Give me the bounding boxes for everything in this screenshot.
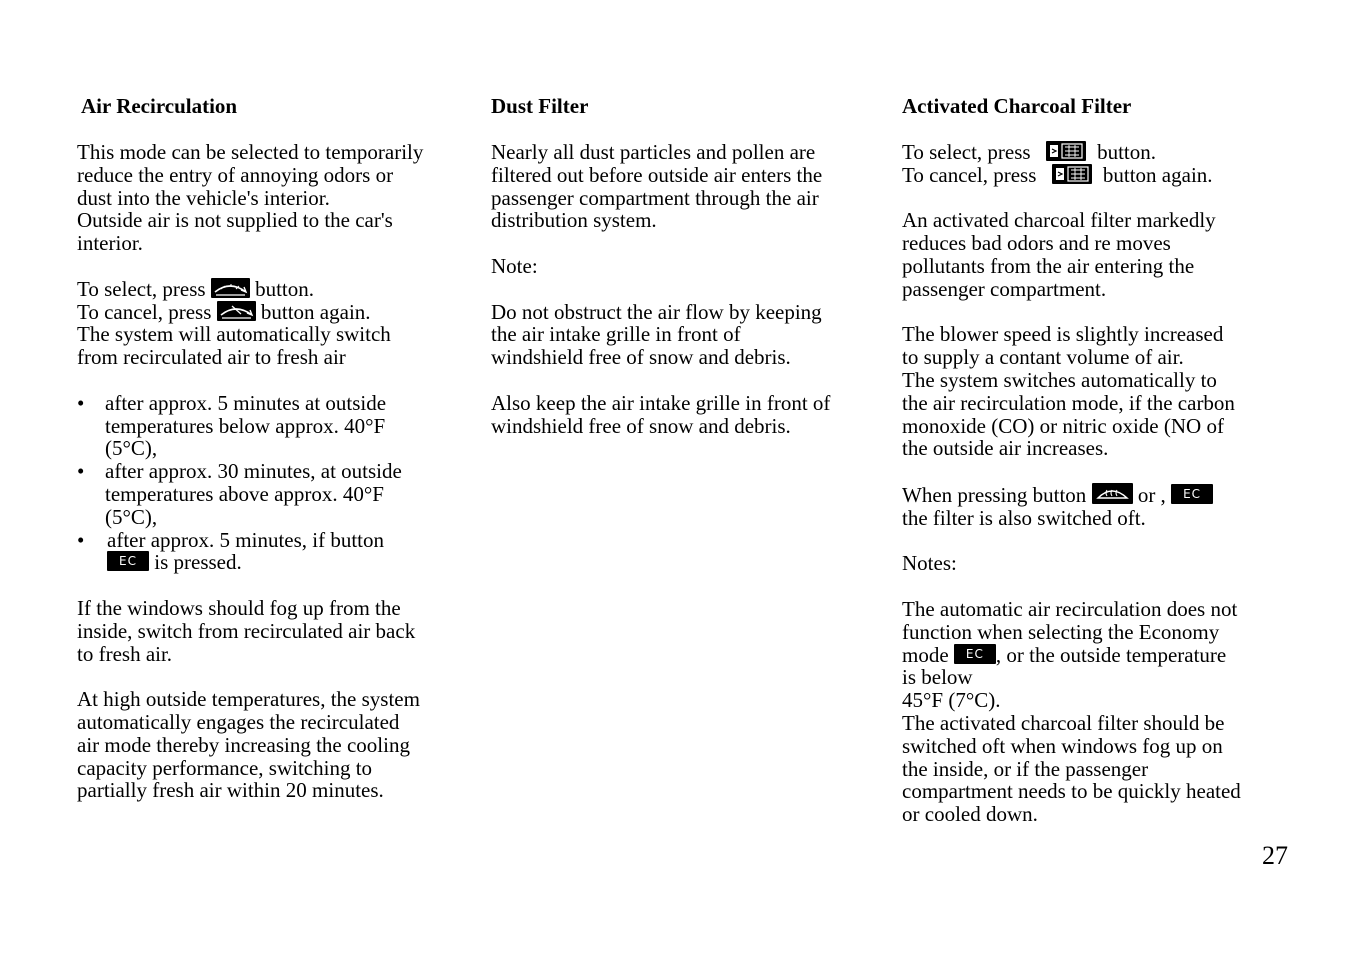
recirculation-conditions-list xyxy=(77,392,462,574)
high-temperature-note: At high outside temperatures, the system automatically engages the recirculated air mode thereby increasing the cooling capacity performance, switching to partially fresh air within 20 minutes. xyxy=(77,687,420,803)
economy-ec-icon: EC xyxy=(107,551,149,571)
section-title-dust-filter: Dust Filter xyxy=(491,94,589,118)
defrost-icon xyxy=(1092,483,1133,504)
page-number: 27 xyxy=(1262,841,1288,870)
charcoal-switch-off-note: When pressing button or , EC the filter is also switched oft. xyxy=(902,483,1282,530)
economy-ec-icon: EC xyxy=(954,644,996,664)
dust-filter-note-2: Also keep the air intake grille in front of windshield free of snow and debris. xyxy=(491,390,831,438)
recirculation-instructions: To select, press button. To cancel, press button again. The system will automatically switch from recirculated air to fresh air xyxy=(77,276,391,370)
list-item: • after approx. 30 minutes, at outside temperatures above approx. 40°F (5°C), xyxy=(77,460,462,528)
charcoal-blower-note: The blower speed is slightly increased to supply a contant volume of air. The system switches automatically to the air recirculation mode, if the carbon monoxide (CO) or nitric oxide (NO of the outside air increases. xyxy=(902,322,1235,461)
dust-filter-note-1: Do not obstruct the air flow by keeping the air intake grille in front of windshield free of snow and debris. xyxy=(491,299,822,370)
dust-filter-description: Nearly all dust particles and pollen are filtered out before outside air enters the passenger compartment through the air distribution system. xyxy=(491,140,823,233)
dust-filter-note-label: Note: xyxy=(491,253,538,278)
charcoal-notes-label: Notes: xyxy=(902,551,957,576)
charcoal-instructions: To select, press button. To cancel, press button again. xyxy=(902,140,1213,187)
charcoal-notes-body: The automatic air recirculation does not function when selecting the Economy mode EC , or the outside temperature is below 45°F (7°C). The activated charcoal filter should be switched oft when windows fog up on the inside, or if the passenger compartment needs to be quickly heated or cooled down. xyxy=(902,596,1241,827)
charcoal-filter-icon xyxy=(1052,164,1092,184)
list-item: • after approx. 5 minutes at outside temperatures below approx. 40°F (5°C), xyxy=(77,392,462,460)
charcoal-description: An activated charcoal filter markedly reduces bad odors and re moves pollutants from the air entering the passenger compartment. xyxy=(902,208,1216,301)
economy-ec-icon: EC xyxy=(1171,484,1213,504)
recirculation-intro: This mode can be selected to temporarily reduce the entry of annoying odors or dust into the vehicle's interior. Outside air is not supplied to the car's interior. xyxy=(77,140,424,256)
recirculation-icon xyxy=(217,301,256,321)
column-dust-filter xyxy=(491,94,866,460)
charcoal-filter-icon xyxy=(1046,141,1086,161)
fog-note: If the windows should fog up from the inside, switch from recirculated air back to fresh air. xyxy=(77,595,416,666)
list-item: • after approx. 5 minutes, if button EC is pressed. xyxy=(77,529,462,575)
section-title-charcoal-filter: Activated Charcoal Filter xyxy=(902,94,1132,118)
section-title-air-recirculation: Air Recirculation xyxy=(81,94,238,118)
recirculation-icon xyxy=(211,278,250,298)
column-air-recirculation xyxy=(77,94,462,825)
column-charcoal-filter xyxy=(902,94,1282,849)
